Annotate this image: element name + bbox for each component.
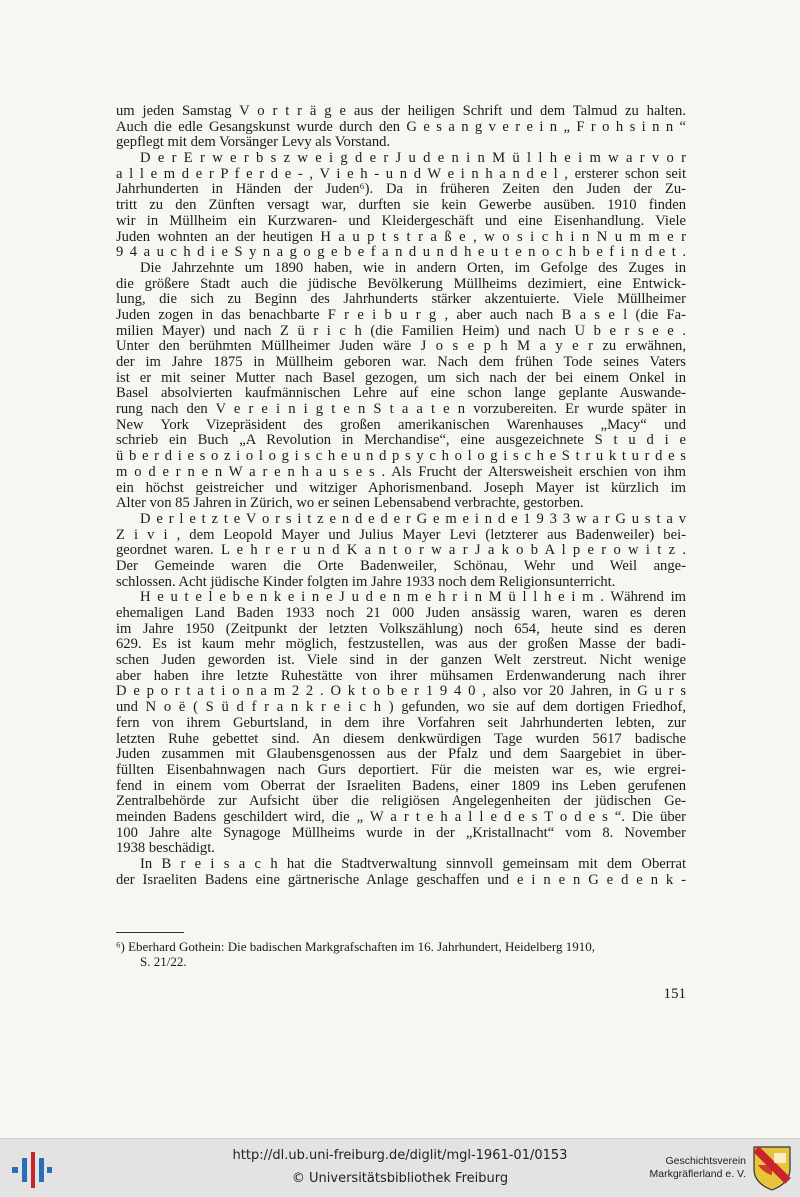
text-line: Zentralbehörde zur Aufsicht über die religiösen Angelegenheiten der jüdischen Ge- [116,794,686,810]
text-line: Juden zusammen mit Glaubensgenossen aus der Pfalz und dem Saargebiet in über- [116,747,686,763]
text-line: meinden Badens geschildert wird, die „ W a r t e h a l l e d e s T o d e s “. Die über [116,809,686,825]
library-logo-icon [12,1152,52,1188]
text-line: In B r e i s a c h hat die Stadtverwaltung sinnvoll gemeinsam mit dem Oberrat [140,857,686,872]
viewer-footer [0,1138,800,1197]
document-url-link[interactable]: http://dl.ub.uni-freiburg.de/diglit/mgl-1961-01/0153 [232,1148,568,1163]
footnote-line: ⁶) Eberhard Gothein: Die badischen Markgrafschaften im 16. Jahrhundert, Heidelberg 1910, [116,939,596,954]
text-line: schlossen. Acht jüdische Kinder folgten im Jahre 1933 noch dem Religionsunterricht. [116,574,616,590]
text-line: milien Mayer) und nach Z ü r i c h (die Familien Heim) und nach Ü b e r s e e . [116,323,686,339]
text-line: fern von ihrem Geburtsland, in dem ihre Vorfahren seit Jahrhunderten lebten, zur [116,715,686,731]
text-line: lung, die sich zu Beginn des Jahrhunderts stärker akzentuierte. Viele Müllheimer [116,292,686,308]
society-name-line: Geschichtsverein [665,1155,746,1167]
text-line: Jahrhunderten in Händen der Juden⁶). Da in früheren Zeiten den Juden der Zu- [116,182,686,198]
text-line: und N o ë ( S ü d f r a n k r e i c h ) gefunden, wo sie auf dem dortigen Friedhof, [116,700,686,716]
coat-of-arms-icon [752,1145,792,1191]
text-line: wir in Müllheim ein Kurzwaren- und Kleidergeschäft und eine Eisenhandlung. Viele [116,213,686,229]
text-line: die größere Stadt auch die jüdische Bevölkerung Müllheims dezimiert, eine Entwick- [116,276,686,292]
text-line: Die Jahrzehnte um 1890 haben, wie in andern Orten, im Gefolge des Zuges in [140,260,686,276]
text-line: schen Juden geworden ist. Viele sind in der ganzen Welt zerstreut. Nicht wenige [116,653,686,669]
text-line: Juden wohnten an der heutigen H a u p t s t r a ß e , w o s i c h i n N u m m e r [116,229,686,245]
text-line: füllten Eisenbahnwagen nach Gurs deportiert. Für die meisten war es, wie ergrei- [116,762,686,778]
footnote-line: S. 21/22. [140,954,187,969]
text-line: tritt zu den Zünften versagt war, durften sie kein Gewerbe ausüben. 1910 finden [116,198,686,214]
text-line: Z i v i , dem Leopold Mayer und Julius Mayer Levi (letzterer aus Badenweiler) bei- [116,527,686,543]
text-line: ist er mit seiner Mutter nach Basel gezogen, um sich nach der bei einem Onkel in [116,370,686,386]
text-line: ein höchst geistreicher und witziger Aphorismenband. Joseph Mayer ist kürzlich im [116,480,686,496]
text-line: schrieb ein Buch „A Revolution in Merchandise“, eine ausgezeichnete S t u d i e [116,433,686,449]
text-line: Auch die edle Gesangskunst wurde durch den G e s a n g v e r e i n „ F r o h s i n n “ [116,119,686,135]
text-line: Juden zogen in das benachbarte F r e i b u r g , aber auch nach B a s e l (die Fa- [116,307,686,323]
text-line: aber haben ihre letzte Ruhestätte von ihrer mühsamen Erdenwanderung nach ihrer [116,668,686,684]
text-line: im Jahre 1950 (Zeitpunkt der letzten Volkszählung) noch 654, heute sind es deren [116,621,686,637]
text-line: ehemaligen Land Baden 1933 noch 21 000 Juden ansässig waren, waren es deren [116,606,686,621]
body-text [116,104,686,888]
text-line: m o d e r n e n W a r e n h a u s e s . Als Frucht der Altersweisheit erschien von ihm [116,464,686,480]
text-line: D e r E r w e r b s z w e i g d e r J u d e n i n M ü l l h e i m w a r v o r [140,151,686,167]
text-line: geordnet waren. L e h r e r u n d K a n t o r w a r J a k o b A l p e r o w i t z . [116,543,686,559]
footnote [116,939,686,969]
text-line: 9 4 a u c h d i e S y n a g o g e b e f a n d u n d h e u t e n o c h b e f i n d e t . [116,245,686,261]
copyright-text: © Universitätsbibliothek Freiburg [291,1171,509,1186]
text-line: Der Gemeinde waren die Orte Badenweiler, Schönau, Wehr und Weil ange- [116,558,686,574]
text-line: 1938 beschädigt. [116,841,215,857]
text-line: um jeden Samstag V o r t r ä g e aus der heiligen Schrift und dem Talmud zu halten. [116,104,686,119]
text-line: H e u t e l e b e n k e i n e J u d e n m e h r i n M ü l l h e i m . Während im [140,590,686,606]
society-name-line: Markgräflerland e. V. [649,1168,746,1180]
text-line: Unter den berühmten Müllheimer Juden wäre J o s e p h M a y e r zu erwähnen, [116,339,686,355]
text-line: 629. Es ist kaum mehr möglich, festzustellen, was aus der großen Masse der badi- [116,637,686,653]
text-line: der Israeliten Badens eine gärtnerische Anlage geschaffen und e i n e n G e d e n k - [116,872,686,888]
text-line: gepflegt mit dem Vorsänger Levy als Vorstand. [116,135,391,151]
footnote-divider [116,932,184,933]
text-line: D e r l e t z t e V o r s i t z e n d e d e r G e m e i n d e 1 9 3 3 w a r G u s t a v [140,511,686,527]
text-line: fend in einem vom Oberrat der Israeliten Badens, einer 1809 ins Leben gerufenen [116,778,686,794]
text-line: Basel absolvierten kaufmännischen Lehre auf eine schon lange geplante Auswande- [116,386,686,402]
text-line: der im Jahre 1875 in Müllheim geboren war. Nach dem frühen Tode seines Vaters [116,355,686,370]
text-line: 100 Jahre alte Synagoge Müllheims wurde in der „Kristallnacht“ vom 8. November [116,825,686,841]
society-name [606,1155,746,1181]
text-line: New York Vizepräsident des großen amerikanischen Warenhauses „Macy“ und [116,417,686,433]
text-line: ü b e r d i e s o z i o l o g i s c h e u n d p s y c h o l o g i s c h e S t r u k t u r d e s [116,449,686,465]
text-line: a l l e m d e r P f e r d e - , V i e h - u n d W e i n h a n d e l , ersterer schon seit [116,166,686,182]
text-line: rung nach den V e r e i n i g t e n S t a a t e n vorzubereiten. Er wurde später in [116,402,686,418]
text-line: Alter von 85 Jahren in Zürich, wo er seinen Lebensabend verbrachte, gestorben. [116,496,584,512]
text-line: letzten Ruhe gebettet sind. An diesem denkwürdigen Tage wurden 5617 badische [116,731,686,747]
text-line: D e p o r t a t i o n a m 2 2 . O k t o b e r 1 9 4 0 , also vor 20 Jahren, in G u r s [116,684,686,700]
page-number: 151 [663,986,686,1002]
